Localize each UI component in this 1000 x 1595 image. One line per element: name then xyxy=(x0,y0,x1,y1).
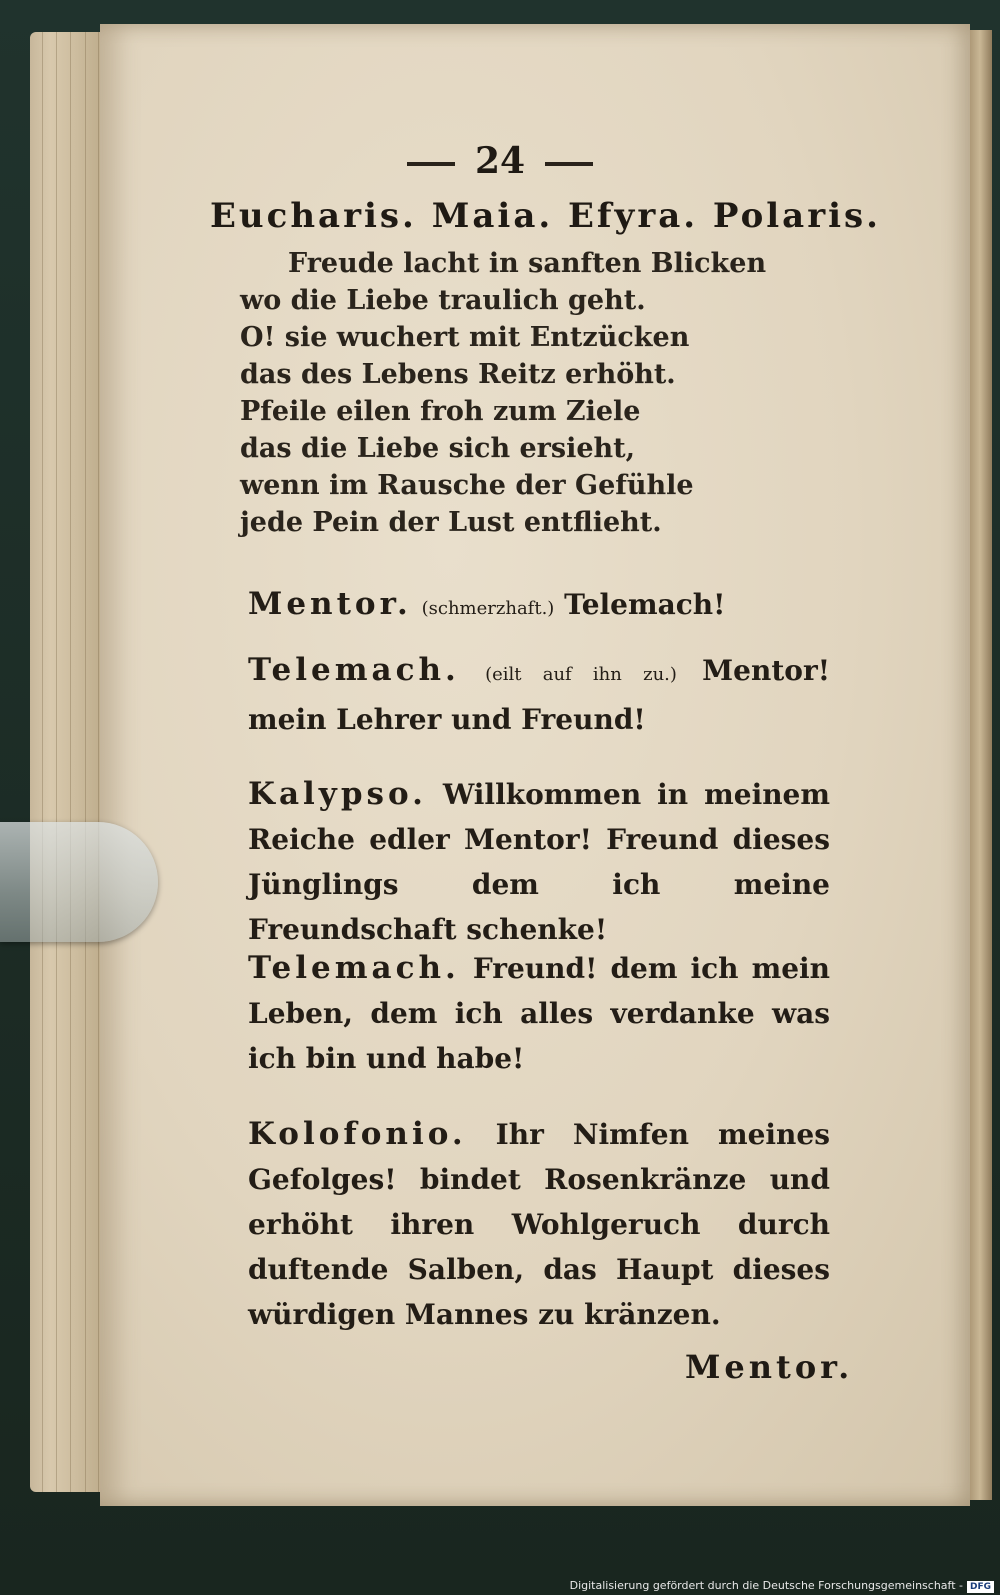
dialogue-text: Freund! dem ich mein Leben, dem ich alles verdanke was ich bin und habe! xyxy=(248,952,831,1075)
dialogue-paragraph xyxy=(190,582,830,631)
catchword: Mentor. xyxy=(685,1348,854,1386)
speaker-name: Telemach. xyxy=(248,652,460,688)
speaker-name: Kolofonio. xyxy=(248,1116,467,1152)
verse-line: O! sie wuchert mit Entzücken xyxy=(240,322,690,353)
right-page-edge xyxy=(968,30,992,1500)
speaker-name: Kalypso. xyxy=(248,776,427,812)
ornament-dash-left xyxy=(407,162,455,166)
dialogue-text: Ihr Nimfen meines Gefolges! bindet Rosenkränze und erhöht ihren Wohlgeruch durch duftende Salben, das Haupt dieses würdigen Mannes zu kränzen. xyxy=(248,1118,830,1331)
speakers-heading: Eucharis. Maia. Efyra. Polaris. xyxy=(210,196,882,236)
dialogue-text: Willkommen in meinem Reiche edler Mentor! Freund dieses Jünglings dem ich meine Freundschaft schenke! xyxy=(248,778,831,946)
verse-line: Pfeile eilen froh zum Ziele xyxy=(240,396,641,427)
song-verse xyxy=(240,245,766,541)
verse-line: das des Lebens Reitz erhöht. xyxy=(240,359,676,390)
stage-direction: (eilt auf ihn zu.) xyxy=(485,664,677,685)
dfg-logo: DFG xyxy=(967,1581,994,1593)
verse-line: Freude lacht in sanften Blicken xyxy=(288,248,767,279)
dialogue-paragraph xyxy=(190,772,830,952)
credit-text: Digitalisierung gefördert durch die Deutsche Forschungsgemeinschaft - xyxy=(569,1579,963,1592)
dialogue-paragraph xyxy=(190,1112,830,1337)
verse-line: das die Liebe sich ersieht, xyxy=(240,433,636,464)
verse-line: wenn im Rausche der Gefühle xyxy=(240,470,694,501)
ornament-dash-right xyxy=(545,162,593,166)
speaker-name: Mentor. xyxy=(248,586,412,622)
plastic-page-clip xyxy=(0,822,158,942)
page-number-value: 24 xyxy=(474,140,526,182)
dialogue-paragraph xyxy=(190,946,830,1081)
dialogue-paragraph xyxy=(190,648,830,742)
stage-direction: (schmerzhaft.) xyxy=(421,598,555,619)
page-number xyxy=(0,140,1000,182)
dialogue-text: Mentor! mein Lehrer und Freund! xyxy=(248,654,830,736)
dialogue-text: Telemach! xyxy=(564,588,726,621)
speaker-name: Telemach. xyxy=(248,950,460,986)
verse-line: wo die Liebe traulich geht. xyxy=(240,285,646,316)
verse-line: jede Pein der Lust entflieht. xyxy=(240,507,662,538)
digitization-credit xyxy=(560,1577,1000,1595)
